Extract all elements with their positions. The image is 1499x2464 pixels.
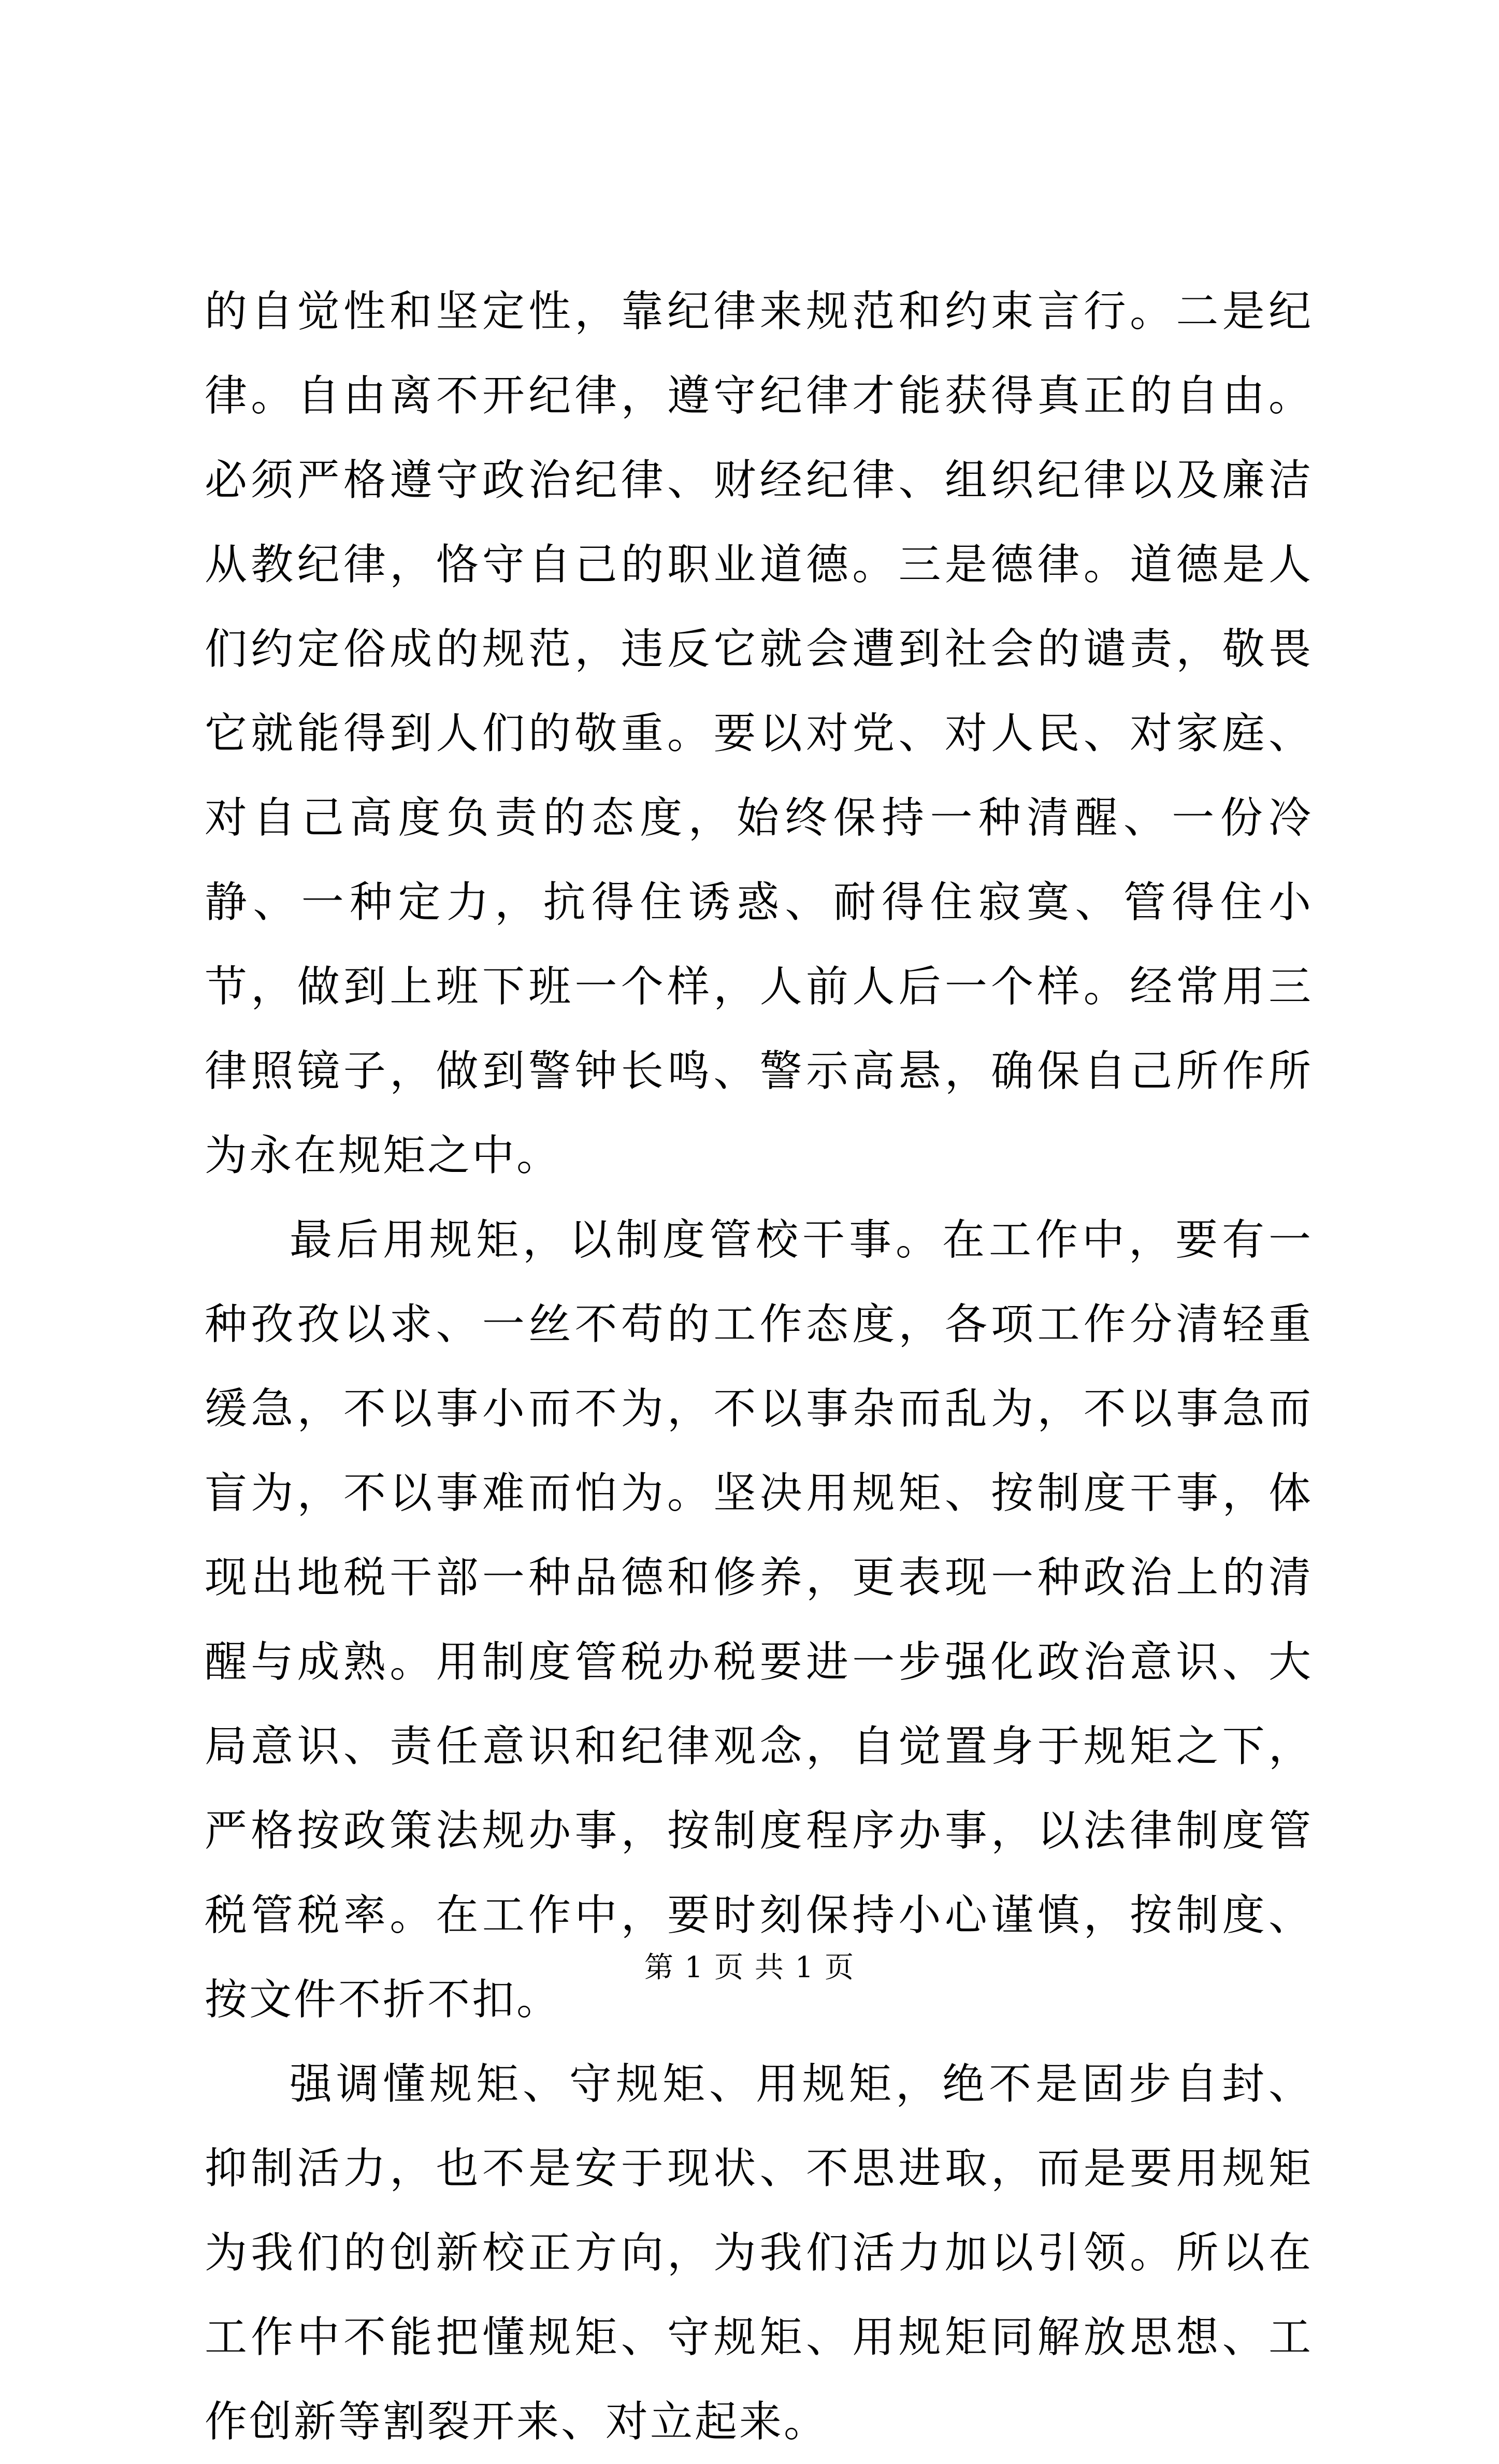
page-footer: 第 1 页 共 1 页 [644, 1951, 855, 1984]
paragraph: 强调懂规矩、守规矩、用规矩，绝不是固步自封、抑制活力，也不是安于现状、不思进取，而是要用规矩为我们的创新校正方向，为我们活力加以引领。所以在工作中不能把懂规矩、守规矩、用规矩同解放思想、工作创新等割裂开来、对立起来。 [205, 2060, 1313, 2446]
paragraph: 最后用规矩，以制度管校干事。在工作中，要有一种孜孜以求、一丝不苟的工作态度，各项工作分清轻重缓急，不以事小而不为，不以事杂而乱为，不以事急而盲为，不以事难而怕为。坚决用规矩、按制度干事，体现出地税干部一种品德和修养，更表现一种政治上的清醒与成熟。用制度管税办税要进一步强化政治意识、大局意识、责任意识和纪律观念，自觉置身于规矩之下，严格按政策法规办事，按制度程序办事，以法律制度管税管税率。在工作中，要时刻保持小心谨慎，按制度、按文件不折不扣。 [205, 1215, 1313, 2024]
document-body [205, 269, 1313, 2464]
paragraph: 的自觉性和坚定性，靠纪律来规范和约束言行。二是纪律。自由离不开纪律，遵守纪律才能获得真正的自由。必须严格遵守政治纪律、财经纪律、组织纪律以及廉洁从教纪律，恪守自己的职业道德。三是德律。道德是人们约定俗成的规范，违反它就会遭到社会的谴责，敬畏它就能得到人们的敬重。要以对党、对人民、对家庭、对自己高度负责的态度，始终保持一种清醒、一份冷静、一种定力，抗得住诱惑、耐得住寂寞、管得住小节，做到上班下班一个样，人前人后一个样。经常用三律照镜子，做到警钟长鸣、警示高悬，确保自己所作所为永在规矩之中。 [205, 287, 1313, 1180]
